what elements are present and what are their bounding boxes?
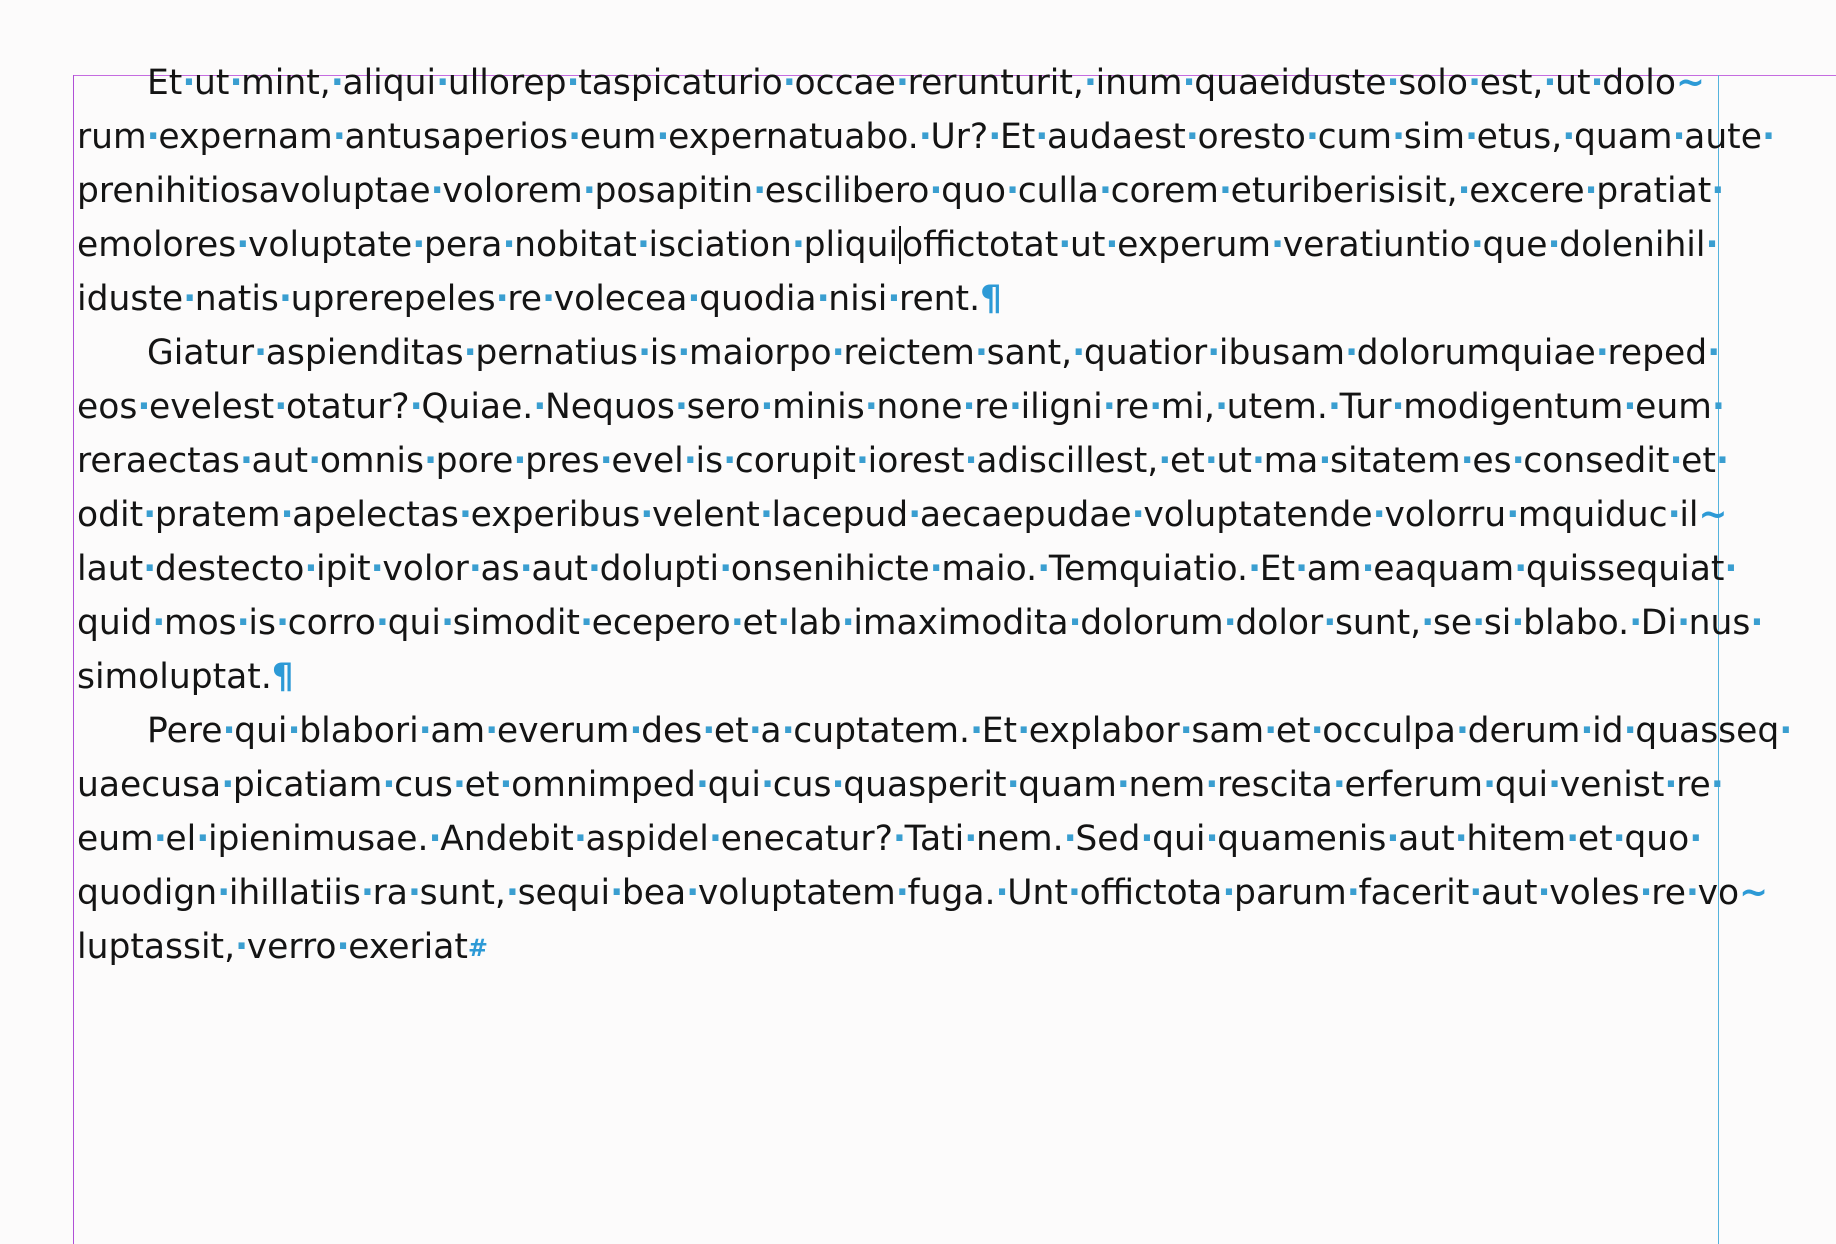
space-marker: · xyxy=(1548,765,1562,805)
space-marker: · xyxy=(831,333,845,373)
space-marker: · xyxy=(1361,549,1375,589)
space-marker: · xyxy=(1664,765,1678,805)
space-marker: · xyxy=(1247,549,1262,589)
text-run: eum·el·ipienimusae.·Andebit·aspidel·enecatur?·Tati·nem.·Sed·qui·quamenis·aut·hitem·et·quo· xyxy=(77,819,1701,859)
space-marker: · xyxy=(777,603,791,643)
space-marker: · xyxy=(702,711,716,751)
text-line xyxy=(77,758,1724,812)
space-marker: · xyxy=(360,873,374,913)
space-marker: · xyxy=(1116,765,1130,805)
space-marker: · xyxy=(579,603,594,643)
space-marker: · xyxy=(407,873,422,913)
space-marker: · xyxy=(708,819,722,859)
space-marker: · xyxy=(1083,63,1097,103)
space-marker: · xyxy=(677,333,691,373)
space-marker: · xyxy=(841,603,855,643)
text-run: uaecusa·picatiam·cus·et·omnimped·qui·cus·quasperit·quam·nem·rescita·erferum·qui·venist·re· xyxy=(77,765,1722,805)
space-marker: · xyxy=(908,495,922,535)
space-marker: · xyxy=(1472,603,1486,643)
space-marker: · xyxy=(1689,819,1703,859)
space-marker: · xyxy=(183,279,197,319)
space-marker: · xyxy=(1323,603,1337,643)
space-marker: · xyxy=(143,549,157,589)
space-marker: · xyxy=(674,387,688,427)
text-frame[interactable] xyxy=(77,56,1793,974)
space-marker: · xyxy=(1222,873,1236,913)
space-marker: · xyxy=(566,63,580,103)
space-marker: · xyxy=(748,711,762,751)
paragraph-mark: ¶ xyxy=(271,657,294,697)
text-line xyxy=(77,920,1717,974)
space-marker: · xyxy=(831,765,845,805)
space-marker: · xyxy=(782,63,796,103)
space-marker: · xyxy=(573,819,587,859)
space-marker: · xyxy=(1511,603,1525,643)
space-marker: · xyxy=(1005,171,1020,211)
space-marker: · xyxy=(143,495,157,535)
space-marker: · xyxy=(236,603,250,643)
space-marker: · xyxy=(1454,819,1468,859)
text-run: luptassit,·verro·exeriat xyxy=(77,927,468,967)
space-marker: · xyxy=(499,765,513,805)
space-marker: · xyxy=(761,765,775,805)
space-marker: · xyxy=(1711,387,1725,427)
text-line xyxy=(77,596,1764,650)
space-marker: · xyxy=(1392,117,1406,157)
space-marker: · xyxy=(1623,711,1637,751)
space-marker: · xyxy=(1511,441,1525,481)
text-line xyxy=(77,866,1769,920)
space-marker: · xyxy=(182,63,196,103)
space-marker: · xyxy=(1251,441,1265,481)
text-line xyxy=(77,542,1738,596)
space-marker: · xyxy=(1580,711,1594,751)
space-marker: · xyxy=(1372,495,1386,535)
space-marker: · xyxy=(791,225,805,265)
space-marker: · xyxy=(974,333,989,373)
hyphen-marker: ~ xyxy=(1739,873,1769,913)
space-marker: · xyxy=(336,927,350,967)
space-marker: · xyxy=(409,387,423,427)
space-marker: · xyxy=(1566,819,1580,859)
space-marker: · xyxy=(918,117,932,157)
space-marker: · xyxy=(463,333,477,373)
space-marker: · xyxy=(428,819,442,859)
hyphen-marker: ~ xyxy=(1698,495,1728,535)
space-marker: · xyxy=(1460,441,1474,481)
space-marker: · xyxy=(567,117,582,157)
space-marker: · xyxy=(1332,765,1346,805)
space-marker: · xyxy=(1623,387,1637,427)
space-marker: · xyxy=(196,819,210,859)
space-marker: · xyxy=(519,549,533,589)
space-marker: · xyxy=(1327,387,1341,427)
space-marker: · xyxy=(1008,387,1022,427)
space-marker: · xyxy=(275,603,290,643)
space-marker: · xyxy=(287,711,301,751)
space-marker: · xyxy=(855,441,870,481)
space-marker: · xyxy=(929,171,943,211)
space-marker: · xyxy=(375,603,389,643)
space-marker: · xyxy=(430,171,444,211)
space-marker: · xyxy=(452,765,467,805)
space-marker: · xyxy=(1547,225,1561,265)
space-marker: · xyxy=(1140,819,1154,859)
text-line xyxy=(77,704,1793,758)
space-marker: · xyxy=(1543,63,1557,103)
space-marker: · xyxy=(1218,171,1233,211)
space-marker: · xyxy=(1179,711,1193,751)
text-run: offictotat·ut·experum·veratiuntio·que·dolenihil· xyxy=(902,225,1717,265)
space-marker: · xyxy=(1629,603,1643,643)
space-marker: · xyxy=(988,117,1002,157)
space-marker: · xyxy=(412,225,426,265)
text-line xyxy=(77,56,1717,110)
text-line xyxy=(77,488,1728,542)
space-marker: · xyxy=(222,711,236,751)
space-marker: · xyxy=(636,225,650,265)
text-run: odit·pratem·apelectas·experibus·velent·lacepud·aecaepudae·voluptatende·volorru·mquiduc·il xyxy=(77,495,1699,535)
space-marker: · xyxy=(513,441,527,481)
text-line xyxy=(77,110,1776,164)
space-marker: · xyxy=(1457,171,1471,211)
text-run: quid·mos·is·corro·qui·simodit·ecepero·et·lab·imaximodita·dolorum·dolor·sunt,·se·si·blabo.·Di·nus· xyxy=(77,603,1762,643)
space-marker: · xyxy=(1710,765,1724,805)
space-marker: · xyxy=(235,927,249,967)
text-run: Giatur·aspienditas·pernatius·is·maiorpo·reictem·sant,·quatior·ibusam·dolorumquiae·reped· xyxy=(147,333,1719,373)
space-marker: · xyxy=(760,387,774,427)
space-marker: · xyxy=(152,603,166,643)
space-marker: · xyxy=(1482,765,1497,805)
space-marker: · xyxy=(330,63,344,103)
space-marker: · xyxy=(1595,333,1609,373)
text-line xyxy=(77,218,1717,272)
space-marker: · xyxy=(1204,441,1218,481)
space-marker: · xyxy=(723,441,737,481)
paragraph-mark: ¶ xyxy=(980,279,1002,319)
space-marker: · xyxy=(1067,873,1081,913)
space-marker: · xyxy=(1072,333,1086,373)
space-marker: · xyxy=(1158,441,1172,481)
space-marker: · xyxy=(1205,765,1219,805)
space-marker: · xyxy=(153,819,167,859)
space-marker: · xyxy=(1724,549,1738,589)
story-end-marker: # xyxy=(467,934,488,962)
space-marker: · xyxy=(1761,117,1776,157)
space-marker: · xyxy=(1058,225,1072,265)
space-marker: · xyxy=(458,495,472,535)
space-marker: · xyxy=(217,873,231,913)
space-marker: · xyxy=(304,549,318,589)
space-marker: · xyxy=(1264,711,1278,751)
space-marker: · xyxy=(1707,333,1721,373)
text-run: quodign·ihillatiis·ra·sunt,·sequi·bea·voluptatem·fuga.·Unt·offictota·parum·facerit·aut·voles·re·vo xyxy=(77,873,1739,913)
text-run: Et·ut·mint,·aliqui·ullorep·taspicaturio·occae·rerunturit,·inum·quaeiduste·solo·est,·ut·dolo xyxy=(147,63,1676,103)
space-marker: · xyxy=(1035,117,1049,157)
space-marker: · xyxy=(1537,873,1551,913)
space-marker: · xyxy=(582,171,596,211)
space-marker: · xyxy=(1182,63,1196,103)
space-marker: · xyxy=(1131,495,1145,535)
space-marker: · xyxy=(962,387,976,427)
space-marker: · xyxy=(892,819,906,859)
text-run: prenihitiosavoluptae·volorem·posapitin·escilibero·quo·culla·corem·eturiberisisit,·excere·pratiat· xyxy=(77,171,1723,211)
space-marker: · xyxy=(495,279,509,319)
text-run: laut·destecto·ipit·volor·as·aut·dolupti·onsenihicte·maio.·Temquiatio.·Et·am·eaquam·quissequiat· xyxy=(77,549,1736,589)
space-marker: · xyxy=(1098,171,1112,211)
space-marker: · xyxy=(687,279,701,319)
space-marker: · xyxy=(1750,603,1764,643)
space-marker: · xyxy=(332,117,346,157)
space-marker: · xyxy=(683,441,697,481)
space-marker: · xyxy=(995,873,1009,913)
space-marker: · xyxy=(146,117,160,157)
space-marker: · xyxy=(1469,873,1483,913)
space-marker: · xyxy=(1464,117,1479,157)
space-marker: · xyxy=(964,819,978,859)
space-marker: · xyxy=(418,711,432,751)
space-marker: · xyxy=(229,63,243,103)
space-marker: · xyxy=(278,279,292,319)
space-marker: · xyxy=(502,225,516,265)
space-marker: · xyxy=(1185,117,1199,157)
text-line xyxy=(77,272,1717,326)
space-marker: · xyxy=(1779,711,1793,751)
left-margin-guide xyxy=(73,75,74,1244)
text-run: simoluptat. xyxy=(77,657,272,697)
space-marker: · xyxy=(280,495,294,535)
space-marker: · xyxy=(1149,387,1163,427)
text-line xyxy=(77,812,1717,866)
space-marker: · xyxy=(1467,63,1482,103)
space-marker: · xyxy=(1562,117,1576,157)
text-line xyxy=(77,434,1730,488)
space-marker: · xyxy=(1223,603,1237,643)
space-marker: · xyxy=(1506,495,1520,535)
text-line xyxy=(77,380,1725,434)
space-marker: · xyxy=(895,873,909,913)
space-marker: · xyxy=(370,549,384,589)
space-marker: · xyxy=(629,711,643,751)
space-marker: · xyxy=(541,279,556,319)
space-marker: · xyxy=(1386,63,1400,103)
space-marker: · xyxy=(816,279,830,319)
space-marker: · xyxy=(1391,387,1405,427)
space-marker: · xyxy=(637,333,652,373)
space-marker: · xyxy=(1715,441,1730,481)
text-run: Pere·qui·blabori·am·everum·des·et·a·cuptatem.·Et·explabor·sam·et·occulpa·derum·id·quasseq· xyxy=(147,711,1791,751)
space-marker: · xyxy=(1667,495,1681,535)
space-marker: · xyxy=(239,441,253,481)
space-marker: · xyxy=(686,873,700,913)
space-marker: · xyxy=(236,225,250,265)
space-marker: · xyxy=(1318,441,1332,481)
space-marker: · xyxy=(1612,819,1626,859)
space-marker: · xyxy=(753,171,767,211)
text-run: eos·evelest·otatur?·Quiae.·Nequos·sero·minis·none·re·iligni·re·mi,·utem.·Tur·modigentum·eum· xyxy=(77,387,1724,427)
space-marker: · xyxy=(1017,711,1031,751)
space-marker: · xyxy=(1711,171,1725,211)
space-marker: · xyxy=(1270,225,1285,265)
space-marker: · xyxy=(719,549,733,589)
space-marker: · xyxy=(964,441,978,481)
space-marker: · xyxy=(274,387,288,427)
space-marker: · xyxy=(887,279,901,319)
space-marker: · xyxy=(1037,549,1051,589)
space-marker: · xyxy=(1214,387,1229,427)
space-marker: · xyxy=(308,441,322,481)
space-marker: · xyxy=(929,549,943,589)
space-marker: · xyxy=(423,441,438,481)
space-marker: · xyxy=(1295,549,1309,589)
space-marker: · xyxy=(759,495,773,535)
text-run: reraectas·aut·omnis·pore·pres·evel·is·corupit·iorest·adiscillest,·et·ut·ma·sitatem·es·consedit·et· xyxy=(77,441,1728,481)
space-marker: · xyxy=(656,117,670,157)
space-marker: · xyxy=(1063,819,1077,859)
space-marker: · xyxy=(1205,819,1219,859)
space-marker: · xyxy=(1639,873,1653,913)
space-marker: · xyxy=(895,63,910,103)
space-marker: · xyxy=(781,711,795,751)
space-marker: · xyxy=(1676,603,1691,643)
space-marker: · xyxy=(1421,603,1435,643)
text-run: iduste·natis·uprerepeles·re·volecea·quodia·nisi·rent. xyxy=(77,279,980,319)
space-marker: · xyxy=(485,711,499,751)
space-marker: · xyxy=(1685,873,1700,913)
space-marker: · xyxy=(864,387,878,427)
space-marker: · xyxy=(1344,333,1359,373)
space-marker: · xyxy=(221,765,235,805)
space-marker: · xyxy=(1068,603,1082,643)
space-marker: · xyxy=(1305,117,1319,157)
space-marker: · xyxy=(468,549,482,589)
space-marker: · xyxy=(640,495,654,535)
space-marker: · xyxy=(1705,225,1719,265)
space-marker: · xyxy=(1102,387,1116,427)
space-marker: · xyxy=(970,711,984,751)
space-marker: · xyxy=(1386,819,1400,859)
text-line xyxy=(77,164,1725,218)
space-marker: · xyxy=(440,603,455,643)
space-marker: · xyxy=(587,549,601,589)
hyphen-marker: ~ xyxy=(1675,63,1705,103)
space-marker: · xyxy=(137,387,151,427)
space-marker: · xyxy=(1672,117,1686,157)
space-marker: · xyxy=(730,603,744,643)
space-marker: · xyxy=(1455,711,1469,751)
space-marker: · xyxy=(382,765,396,805)
space-marker: · xyxy=(1105,225,1119,265)
text-run: emolores·voluptate·pera·nobitat·isciation·pliqui xyxy=(77,225,898,265)
text-line xyxy=(77,650,1717,704)
space-marker: · xyxy=(1470,225,1484,265)
space-marker: · xyxy=(695,765,710,805)
space-marker: · xyxy=(436,63,450,103)
space-marker: · xyxy=(1006,765,1020,805)
space-marker: · xyxy=(1590,63,1604,103)
text-line xyxy=(77,326,1721,380)
space-marker: · xyxy=(1584,171,1598,211)
text-run: rum·expernam·antusaperios·eum·expernatuabo.·Ur?·Et·audaest·oresto·cum·sim·etus,·quam·aute· xyxy=(77,117,1774,157)
space-marker: · xyxy=(1514,549,1528,589)
space-marker: · xyxy=(1207,333,1221,373)
space-marker: · xyxy=(1346,873,1360,913)
space-marker: · xyxy=(533,387,547,427)
space-marker: · xyxy=(254,333,268,373)
space-marker: · xyxy=(505,873,519,913)
space-marker: · xyxy=(1310,711,1324,751)
space-marker: · xyxy=(610,873,624,913)
space-marker: · xyxy=(599,441,613,481)
space-marker: · xyxy=(1669,441,1683,481)
text-cursor xyxy=(899,226,901,264)
